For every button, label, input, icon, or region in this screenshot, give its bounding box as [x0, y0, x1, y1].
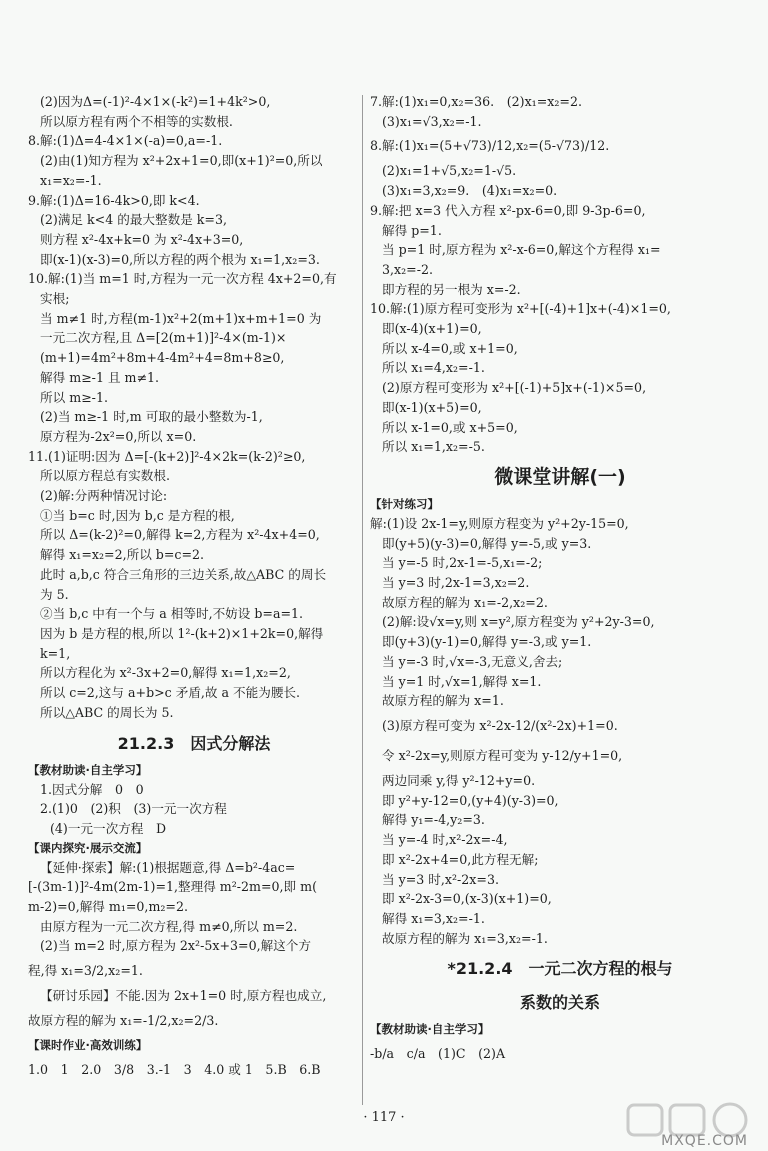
- left-column: [28, 92, 360, 1085]
- right-practice-line: 即(y+3)(y-1)=0,解得 y=-3,或 y=1.: [382, 634, 592, 650]
- right-practice-line: 即 y²+y-12=0,(y+4)(y-3)=0,: [382, 792, 559, 808]
- right-line: 所以 x₁=4,x₂=-1.: [382, 360, 485, 376]
- left-answers-2: [28, 780, 360, 839]
- left-line: k=1,: [40, 645, 71, 661]
- left-line: (2)因为Δ=(-1)²-4×1×(-k²)=1+4k²>0,: [40, 94, 271, 109]
- left-line: 当 m≠1 时,方程(m-1)x²+2(m+1)x+m+1=0 为: [40, 310, 322, 326]
- right-practice-line: 当 y=-5 时,2x-1=-5,x₁=-2;: [382, 555, 543, 571]
- left-homework-line: 1.0 1 2.0 3/8 3.-1 3 4.0 或 1 5.B 6.B: [28, 1061, 321, 1077]
- right-practice-line: 即(y+5)(y-3)=0,解得 y=-5,或 y=3.: [382, 535, 592, 551]
- left-line: (m+1)=4m²+8m+4-4m²+4=8m+8≥0,: [40, 350, 285, 366]
- left-reading-line: 1.因式分解 0 0: [40, 781, 144, 797]
- left-line: 则方程 x²-4x+k=0 为 x²-4x+3=0,: [40, 231, 244, 247]
- right-line: 所以 x₁=1,x₂=-5.: [382, 439, 485, 455]
- left-line: 所以 Δ=(k-2)²=0,解得 k=2,方程为 x²-4x+4=0,: [40, 527, 320, 543]
- left-line: 即(x-1)(x-3)=0,所以方程的两个根为 x₁=1,x₂=3.: [40, 251, 320, 267]
- left-line: 为 5.: [40, 586, 69, 602]
- section-title-micro-lecture: 微课堂讲解(一): [494, 465, 626, 488]
- right-line: 即(x-1)(x+5)=0,: [382, 399, 482, 415]
- left-line: 所以方程化为 x²-3x+2=0,解得 x₁=1,x₂=2,: [40, 665, 291, 681]
- right-practice-line: 即 x²-2x+4=0,此方程无解;: [382, 851, 539, 867]
- right-line: (2)x₁=1+√5,x₂=1-√5.: [382, 163, 517, 179]
- section-title-roots-coefficients-b: 系数的关系: [519, 993, 600, 1013]
- right-line: (3)x₁=3,x₂=9. (4)x₁=x₂=0.: [382, 183, 558, 199]
- left-line: 所以 m≥-1.: [40, 389, 108, 405]
- left-answers-3: [28, 858, 360, 1036]
- right-answers: [370, 92, 750, 457]
- left-line: 所以△ABC 的周长为 5.: [40, 704, 174, 720]
- left-line: 11.(1)证明:因为 Δ=[-(k+2)]²-4×2k=(k-2)²≥0,: [28, 448, 306, 464]
- tag-textbook-reading-2: 【教材助读·自主学习】: [370, 1022, 490, 1037]
- left-reading-line: 2.(1)0 (2)积 (3)一元一次方程: [40, 801, 227, 817]
- right-line: 10.解:(1)原方程可变形为 x²+[(-4)+1]x+(-4)×1=0,: [370, 301, 671, 317]
- left-line: ②当 b,c 中有一个与 a 相等时,不妨设 b=a=1.: [40, 606, 304, 622]
- right-practice-line: 当 y=3 时,x²-2x=3.: [382, 871, 499, 887]
- left-explore-line: m-2)=0,解得 m₁=0,m₂=2.: [28, 899, 188, 915]
- left-line: (2)满足 k<4 的最大整数是 k=3,: [40, 212, 227, 228]
- left-line: 解得 m≥-1 且 m≠1.: [40, 369, 160, 385]
- page-number: · 117 ·: [363, 1110, 405, 1125]
- right-answers-3: [370, 1039, 750, 1069]
- right-line: 即方程的另一根为 x=-2.: [382, 281, 521, 297]
- left-line: 一元二次方程,且 Δ=[2(m+1)]²-4×(m-1)×: [40, 330, 287, 346]
- right-line: 7.解:(1)x₁=0,x₂=36. (2)x₁=x₂=2.: [370, 94, 582, 109]
- right-line: 解得 p=1.: [382, 222, 442, 238]
- right-line: (2)原方程可变形为 x²+[(-1)+5]x+(-1)×5=0,: [382, 380, 647, 396]
- tag-in-class-exploration: 【课内探究·展示交流】: [28, 840, 148, 855]
- left-line: 9.解:(1)Δ=16-4k>0,即 k<4.: [28, 192, 200, 208]
- left-line: (2)由(1)知方程为 x²+2x+1=0,即(x+1)²=0,所以: [40, 153, 323, 169]
- right-practice-line: 当 y=-3 时,√x=-3,无意义,舍去;: [382, 653, 563, 669]
- right-line: 3,x₂=-2.: [382, 261, 433, 277]
- right-line: (3)x₁=√3,x₂=-1.: [382, 113, 482, 129]
- right-practice-line: 故原方程的解为 x₁=-2,x₂=2.: [382, 594, 548, 610]
- tag-textbook-reading: 【教材助读·自主学习】: [28, 762, 148, 777]
- right-line: 所以 x-4=0,或 x+1=0,: [382, 340, 518, 356]
- right-line: 当 p=1 时,原方程为 x²-x-6=0,解这个方程得 x₁=: [382, 242, 661, 258]
- right-reading-line: -b/a c/a (1)C (2)A: [370, 1046, 506, 1062]
- left-line: ①当 b=c 时,因为 b,c 是方程的根,: [40, 507, 235, 523]
- left-answers-4: [28, 1055, 360, 1085]
- left-line: (2)解:分两种情况讨论:: [40, 488, 168, 504]
- left-line: 所以 c=2,这与 a+b>c 矛盾,故 a 不能为腰长.: [40, 685, 301, 701]
- right-practice-line: 解:(1)设 2x-1=y,则原方程变为 y²+2y-15=0,: [370, 515, 629, 531]
- right-column: [370, 92, 750, 1069]
- left-reading-line: (4)一元一次方程 D: [50, 820, 167, 836]
- left-line: 实根;: [40, 291, 70, 307]
- watermark-text: MXQE.COM: [661, 1133, 748, 1149]
- left-line: 解得 x₁=x₂=2,所以 b=c=2.: [40, 547, 205, 563]
- right-practice-line: 两边同乘 y,得 y²-12+y=0.: [382, 772, 536, 788]
- right-practice-line: 故原方程的解为 x₁=3,x₂=-1.: [382, 930, 548, 946]
- left-line: 8.解:(1)Δ=4-4×1×(-a)=0,a=-1.: [28, 133, 223, 149]
- right-answers-2: [370, 514, 750, 948]
- tag-targeted-practice: 【针对练习】: [370, 496, 439, 511]
- section-title-roots-coefficients-a: *21.2.4 一元二次方程的根与: [447, 959, 673, 979]
- left-line: 所以原方程总有实数根.: [40, 468, 170, 484]
- right-practice-line: 解得 x₁=3,x₂=-1.: [382, 910, 485, 926]
- left-explore-line: [-(3m-1)]²-4m(2m-1)=1,整理得 m²-2m=0,即 m(: [28, 879, 318, 895]
- right-practice-line: (2)解:设√x=y,则 x=y²,原方程变为 y²+2y-3=0,: [382, 614, 655, 630]
- left-explore-line: 【延伸·探索】解:(1)根据题意,得 Δ=b²-4ac=: [40, 859, 296, 875]
- left-line: 所以原方程有两个不相等的实数根.: [40, 113, 233, 129]
- section-title-factorization: 21.2.3 因式分解法: [117, 733, 271, 753]
- left-answers: [28, 92, 360, 723]
- right-practice-line: 故原方程的解为 x=1.: [382, 693, 504, 709]
- column-divider: [362, 95, 363, 1105]
- left-explore-line: 由原方程为一元二次方程,得 m≠0,所以 m=2.: [40, 918, 298, 934]
- left-explore-line: 程,得 x₁=3/2,x₂=1.: [28, 963, 143, 979]
- right-line: 即(x-4)(x+1)=0,: [382, 321, 482, 337]
- left-line: 因为 b 是方程的根,所以 1²-(k+2)×1+2k=0,解得: [40, 625, 324, 641]
- left-explore-line: (2)当 m=2 时,原方程为 2x²-5x+3=0,解这个方: [40, 938, 311, 954]
- left-explore-line: 【研讨乐园】不能.因为 2x+1=0 时,原方程也成立,: [40, 988, 327, 1004]
- right-practice-line: (3)原方程可变为 x²-2x-12/(x²-2x)+1=0.: [382, 717, 618, 733]
- right-practice-line: 当 y=1 时,√x=1,解得 x=1.: [382, 673, 542, 689]
- tag-homework: 【课时作业·高效训练】: [28, 1037, 148, 1052]
- right-practice-line: 当 y=-4 时,x²-2x=-4,: [382, 832, 508, 848]
- right-line: 所以 x-1=0,或 x+5=0,: [382, 419, 518, 435]
- left-line: x₁=x₂=-1.: [40, 172, 102, 188]
- left-line: (2)当 m≥-1 时,m 可取的最小整数为-1,: [40, 409, 263, 425]
- right-practice-line: 解得 y₁=-4,y₂=3.: [382, 812, 485, 828]
- left-explore-line: 故原方程的解为 x₁=-1/2,x₂=2/3.: [28, 1012, 219, 1028]
- right-line: 9.解:把 x=3 代入方程 x²-px-6=0,即 9-3p-6=0,: [370, 202, 646, 218]
- left-line: 此时 a,b,c 符合三角形的三边关系,故△ABC 的周长: [40, 566, 327, 582]
- right-practice-line: 当 y=3 时,2x-1=3,x₂=2.: [382, 575, 530, 591]
- left-line: 原方程为-2x²=0,所以 x=0.: [40, 428, 197, 444]
- right-line: 8.解:(1)x₁=(5+√73)/12,x₂=(5-√73)/12.: [370, 138, 610, 154]
- right-practice-line: 令 x²-2x=y,则原方程可变为 y-12/y+1=0,: [382, 747, 623, 763]
- right-practice-line: 即 x²-2x-3=0,(x-3)(x+1)=0,: [382, 891, 552, 907]
- left-line: 10.解:(1)当 m=1 时,方程为一元一次方程 4x+2=0,有: [28, 271, 337, 287]
